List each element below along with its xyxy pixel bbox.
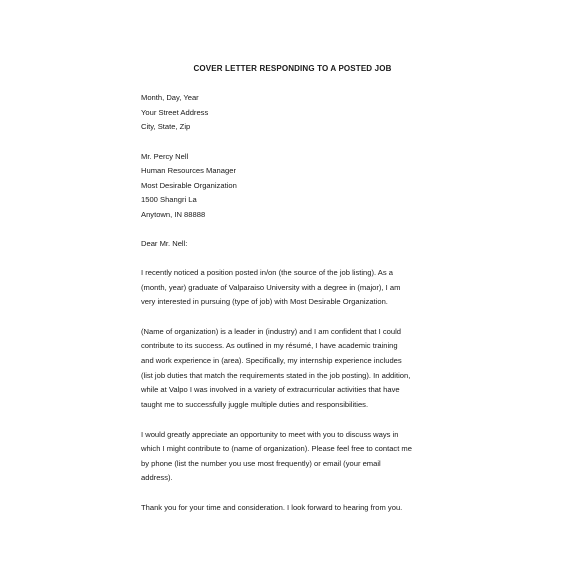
paragraph-2-line: while at Valpo I was involved in a variety of extracurricular activities that have	[141, 385, 400, 394]
paragraph-2-line: taught me to successfully juggle multiple duties and responsibilities.	[141, 400, 369, 409]
paragraph-3-line: I would greatly appreciate an opportunity to meet with you to discuss ways in	[141, 430, 399, 439]
recipient-title: Human Resources Manager	[141, 166, 236, 175]
paragraph-2-line: (Name of organization) is a leader in (industry) and I am confident that I could	[141, 327, 402, 336]
paragraph-3-line: address).	[141, 473, 173, 482]
closing-paragraph: Thank you for your time and consideration. I look forward to hearing from you.	[141, 503, 403, 512]
sender-street: Your Street Address	[141, 108, 209, 117]
sender-city-state-zip: City, State, Zip	[141, 122, 191, 131]
paragraph-1-line: I recently noticed a position posted in/on (the source of the job listing). As a	[141, 268, 394, 277]
sender-date: Month, Day, Year	[141, 93, 199, 102]
recipient-street: 1500 Shangri La	[141, 195, 197, 204]
salutation: Dear Mr. Nell:	[141, 239, 188, 248]
recipient-name: Mr. Percy Nell	[141, 152, 189, 161]
document-title: COVER LETTER RESPONDING TO A POSTED JOB	[193, 64, 392, 73]
paragraph-3-line: by phone (list the number you use most frequently) or email (your email	[141, 459, 381, 468]
paragraph-1-line: (month, year) graduate of Valparaiso University with a degree in (major), I am	[141, 283, 401, 292]
paragraph-2-line: (list job duties that match the requirements stated in the job posting). In addition,	[141, 371, 411, 380]
paragraph-2-line: contribute to its success. As outlined in my résumé, I have academic training	[141, 341, 398, 350]
recipient-city-state-zip: Anytown, IN 88888	[141, 210, 206, 219]
paragraph-2-line: and work experience in (area). Specifically, my internship experience includes	[141, 356, 402, 365]
paragraph-3-line: which I might contribute to (name of organization). Please feel free to contact me	[141, 444, 412, 453]
paragraph-1-line: very interested in pursuing (type of job) with Most Desirable Organization.	[141, 297, 388, 306]
recipient-organization: Most Desirable Organization	[141, 181, 237, 190]
